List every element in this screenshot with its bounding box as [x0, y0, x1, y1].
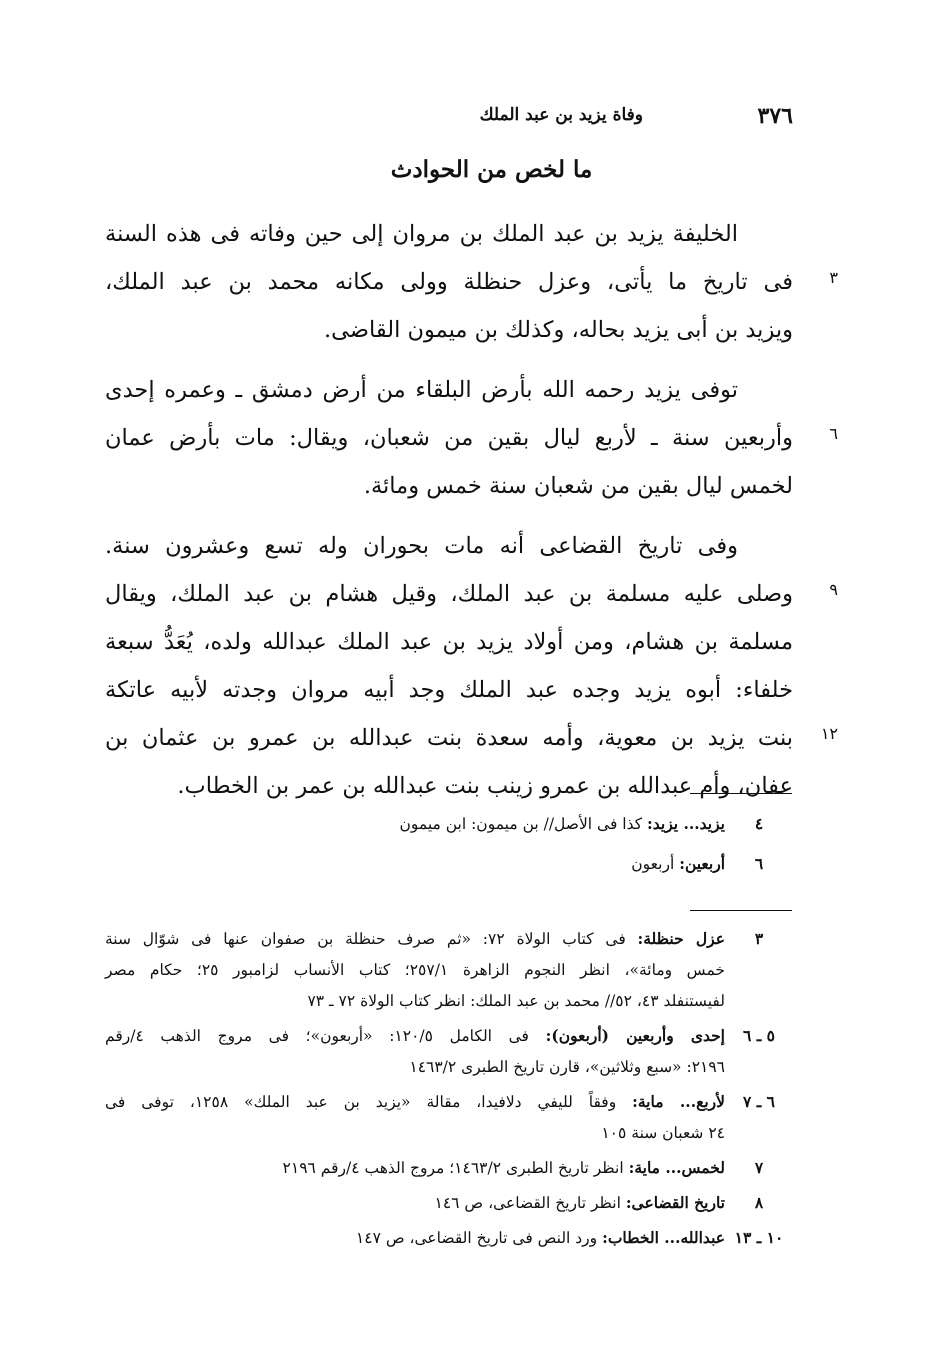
text-line [105, 210, 793, 258]
line-text: مسلمة بن هشام، ومن أولاد يزيد بن عبد الملك عبدالله ولده، يُعَدُّ سبعة [105, 629, 793, 655]
note-text: خمس ومائة»، انظر النجوم الزاهرة ٢٥٧/١؛ كتاب الأنساب لزامبور ٢٥؛ حكام مصر [105, 961, 725, 979]
line-text: توفى يزيد رحمه الله بأرض البلقاء من أرض دمشق ـ وعمره إحدى [105, 377, 738, 403]
text-line [105, 666, 793, 714]
note-body [105, 1152, 725, 1184]
note-line-ref: ٣ [754, 929, 764, 948]
note-lemma: لأربع... ماية: [632, 1092, 725, 1111]
source-note [105, 1187, 793, 1219]
running-title: وفاة يزيد بن عبد الملك [479, 105, 643, 125]
note-text: فى كتاب الولاة ٧٢: «ثم صرف حنظلة بن صفوان عنها فى شوّال سنة [105, 930, 626, 948]
line-number: ٩ [829, 580, 838, 599]
note-lemma: إحدى وأربعين (أربعون): [545, 1026, 725, 1045]
line-text: بنت يزيد بن معوية، وأمه سعدة بنت عبدالله بن عمرو بن عثمان بن [105, 725, 793, 751]
note-line-ref: ٤ [754, 814, 764, 833]
note-line [105, 1052, 725, 1083]
note-text: ورد النص فى تاريخ القضاعى، ص ١٤٧ [355, 1229, 598, 1247]
line-text: ويزيد بن أبى يزيد بحاله، وكذلك بن ميمون القاضى. [323, 317, 793, 343]
note-body [105, 1086, 725, 1149]
line-text: وصلى عليه مسلمة بن عبد الملك، وقيل هشام بن عبد الملك، ويقال [105, 581, 793, 607]
note-body [105, 1020, 725, 1083]
line-text: عفان، وأم عبدالله بن عمرو زينب بنت عبدالله بن عمر بن الخطاب. [177, 773, 793, 799]
note-line [105, 923, 725, 955]
note-line-ref: ٧ [754, 1158, 764, 1177]
note-line-ref: ٦ ـ ٧ [743, 1092, 775, 1111]
note-lemma: يزيد... يزيد: [647, 814, 725, 833]
note-line [105, 1118, 725, 1149]
text-line [105, 462, 793, 510]
note-text: لفيستنفلد ٤٣، ٥٢// محمد بن عبد الملك: انظر كتاب الولاة ٧٢ ـ ٧٣ [307, 992, 725, 1010]
critical-note [105, 844, 793, 884]
paragraph-gap [105, 510, 793, 522]
line-text: فى تاريخ ما يأتى، وعزل حنظلة وولى مكانه محمد بن عبد الملك، [105, 269, 793, 295]
note-body [105, 923, 725, 1017]
text-line [105, 306, 793, 354]
line-text: وفى تاريخ القضاعى أنه مات بحوران وله تسع وعشرون سنة. [105, 533, 738, 559]
line-text: خلفاء: أبوه يزيد وجده عبد الملك وجد أبيه مروان وجدته لأبيه عاتكة [105, 677, 793, 703]
note-body [105, 844, 725, 884]
source-note [105, 1222, 793, 1254]
note-line [105, 955, 725, 986]
source-note [105, 1086, 793, 1149]
note-text: ٢١٩٦: «سبع وثلاثين»، قارن تاريخ الطبرى ١٤٦٣/٢ [409, 1058, 725, 1076]
page-number: ٣٧٦ [757, 103, 793, 129]
text-line [105, 414, 838, 462]
note-body [105, 1222, 725, 1254]
critical-notes [105, 804, 793, 884]
note-line [105, 1222, 725, 1254]
note-line-ref: ٦ [754, 854, 764, 873]
note-text: وفقاً لليفي دلافيدا، مقالة «يزيد بن عبد الملك» ١٢٥٨، توفى فى [105, 1093, 617, 1111]
note-line-ref: ١٠ ـ ١٣ [734, 1228, 784, 1247]
text-line [105, 258, 838, 306]
line-text: لخمس ليال بقين من شعبان سنة خمس ومائة. [363, 473, 793, 499]
note-lemma: أربعين: [679, 854, 725, 873]
source-note [105, 1020, 793, 1083]
note-body [105, 804, 725, 844]
line-number: ٣ [829, 268, 838, 287]
note-line [105, 1187, 725, 1219]
text-line [105, 522, 793, 570]
text-line [105, 570, 838, 618]
line-number: ١٢ [820, 724, 838, 743]
note-line [105, 1086, 725, 1118]
text-line [105, 366, 793, 414]
note-lemma: لخمس... ماية: [628, 1158, 725, 1177]
line-number: ٦ [829, 424, 838, 443]
note-line [105, 986, 725, 1017]
note-text: أربعون [631, 855, 675, 873]
line-text: وأربعين سنة ـ لأربع ليال بقين من شعبان، ويقال: مات بأرض عمان [105, 425, 793, 451]
critical-note [105, 804, 793, 844]
text-line [105, 618, 793, 666]
source-note [105, 1152, 793, 1184]
note-lemma: عبدالله... الخطاب: [602, 1228, 725, 1247]
note-line [105, 1020, 725, 1052]
line-text: الخليفة يزيد بن عبد الملك بن مروان إلى حين وفاته فى هذه السنة [105, 221, 738, 247]
note-lemma: تاريخ القضاعى: [625, 1193, 725, 1212]
note-text: ٢٤ شعبان سنة ١٠٥ [601, 1124, 725, 1142]
source-notes [105, 923, 793, 1257]
note-text: انظر تاريخ القضاعى، ص ١٤٦ [434, 1194, 621, 1212]
note-body [105, 1187, 725, 1219]
note-line-ref: ٥ ـ ٦ [743, 1026, 775, 1045]
source-note [105, 923, 793, 1017]
footnote-divider [690, 793, 792, 794]
main-text [105, 210, 838, 810]
note-line-ref: ٨ [754, 1193, 764, 1212]
text-line [105, 714, 838, 762]
section-heading: ما لخص من الحوادث [390, 156, 593, 183]
footnote-divider [690, 910, 792, 911]
note-text: كذا فى الأصل// بن ميمون: ابن ميمون [399, 815, 643, 833]
note-text: فى الكامل ١٢٠/٥: «أربعون»؛ فى مروج الذهب ٤/رقم [105, 1027, 529, 1045]
paragraph-gap [105, 354, 793, 366]
page-header [300, 103, 793, 133]
note-line [105, 1152, 725, 1184]
note-lemma: عزل حنظلة: [637, 929, 725, 948]
text-line [105, 762, 793, 810]
note-text: انظر تاريخ الطبرى ١٤٦٣/٢؛ مروج الذهب ٤/رقم ٢١٩٦ [282, 1159, 624, 1177]
